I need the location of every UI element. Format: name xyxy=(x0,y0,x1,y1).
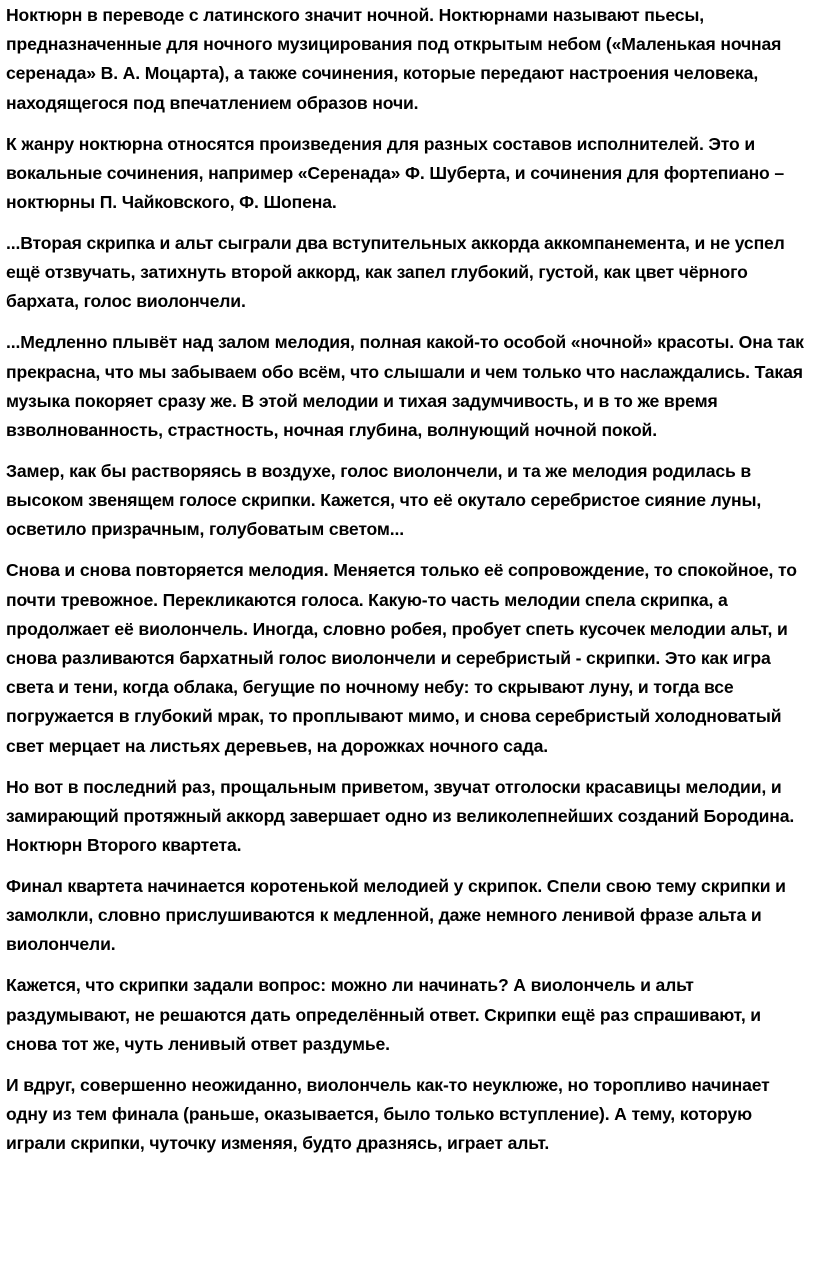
paragraph-melody-description: ...Медленно плывёт над залом мелодия, полная какой-то особой «ночной» красоты. Она так прекрасна, что мы забываем обо всём, что слышали и чем только что наслаждались. Такая музыка покоряет сразу же. В этой мелодии и тихая задумчивость, и в то же время взволнованность, страстность, ночная глубина, волнующий ночной покой. xyxy=(6,332,804,441)
paragraph-violin-melody: Замер, как бы растворяясь в воздухе, голос виолончели, и та же мелодия родилась в высоком звенящем голосе скрипки. Кажется, что её окутало серебристое сияние луны, осветило призрачным, голубоватым светом... xyxy=(6,461,762,540)
paragraph-nocturne-definition: Ноктюрн в переводе с латинского значит ночной. Ноктюрнами называют пьесы, предназначенные для ночного музицирования под открытым небом («Маленькая ночная серенада» В. А. Моцарта), а также сочинения, которые передают настроения человека, находящегося под впечатлением образов ночи. xyxy=(6,5,782,113)
paragraph-cello-finale: И вдруг, совершенно неожиданно, виолончель как-то неуклюже, но торопливо начинает одну из тем финала (раньше, оказывается, было только вступление). А тему, которую играли скрипки, чуточку изменяя, будто дразнясь, играет альт. xyxy=(6,1074,770,1154)
paragraph-repeating-melody: Снова и снова повторяется мелодия. Меняется только её сопровождение, то спокойное, то почти тревожное. Перекликаются голоса. Какую-то часть мелодии спела скрипка, а продолжает её виолончель. Иногда, словно робея, пробует спеть кусочек мелодии альт, и снова разливаются бархатный голос виолончели и серебристый - скрипки. Это как игра света и тени, когда облака, бегущие по ночному небу: то скрывают луну, и тогда все погружается в глубокий мрак, то проплывают мимо, и снова серебристый холодноватый свет мерцает на листьях деревьев, на дорожках ночного сада. xyxy=(6,560,797,756)
paragraph-violins-question: Кажется, что скрипки задали вопрос: можно ли начинать? А виолончель и альт раздумывают, не решаются дать определённый ответ. Скрипки ещё раз спрашивают, и снова тот же, чуть ленивый ответ раздумье. xyxy=(6,975,761,1054)
paragraph-final-chord: Но вот в последний раз, прощальным приветом, звучат отголоски красавицы мелодии, и замирающий протяжный аккорд завершает одно из великолепнейших созданий Бородина. Ноктюрн Второго квартета. xyxy=(6,776,795,856)
paragraph-quartet-finale: Финал квартета начинается коротенькой мелодией у скрипок. Спели свою тему скрипки и замолкли, словно прислушиваются к медленной, даже немного ленивой фразе альта и виолончели. xyxy=(6,876,786,955)
paragraph-cello-entry: ...Вторая скрипка и альт сыграли два вступительных аккорда аккомпанемента, и не успел ещё отзвучать, затихнуть второй аккорд, как запел глубокий, густой, как цвет чёрного бархата, голос виолончели. xyxy=(6,233,785,312)
paragraph-nocturne-genre: К жанру ноктюрна относятся произведения для разных составов исполнителей. Это и вокальные сочинения, например «Серенада» Ф. Шуберта, и сочинения для фортепиано – ноктюрны П. Чайковского, Ф. Шопена. xyxy=(6,133,785,213)
